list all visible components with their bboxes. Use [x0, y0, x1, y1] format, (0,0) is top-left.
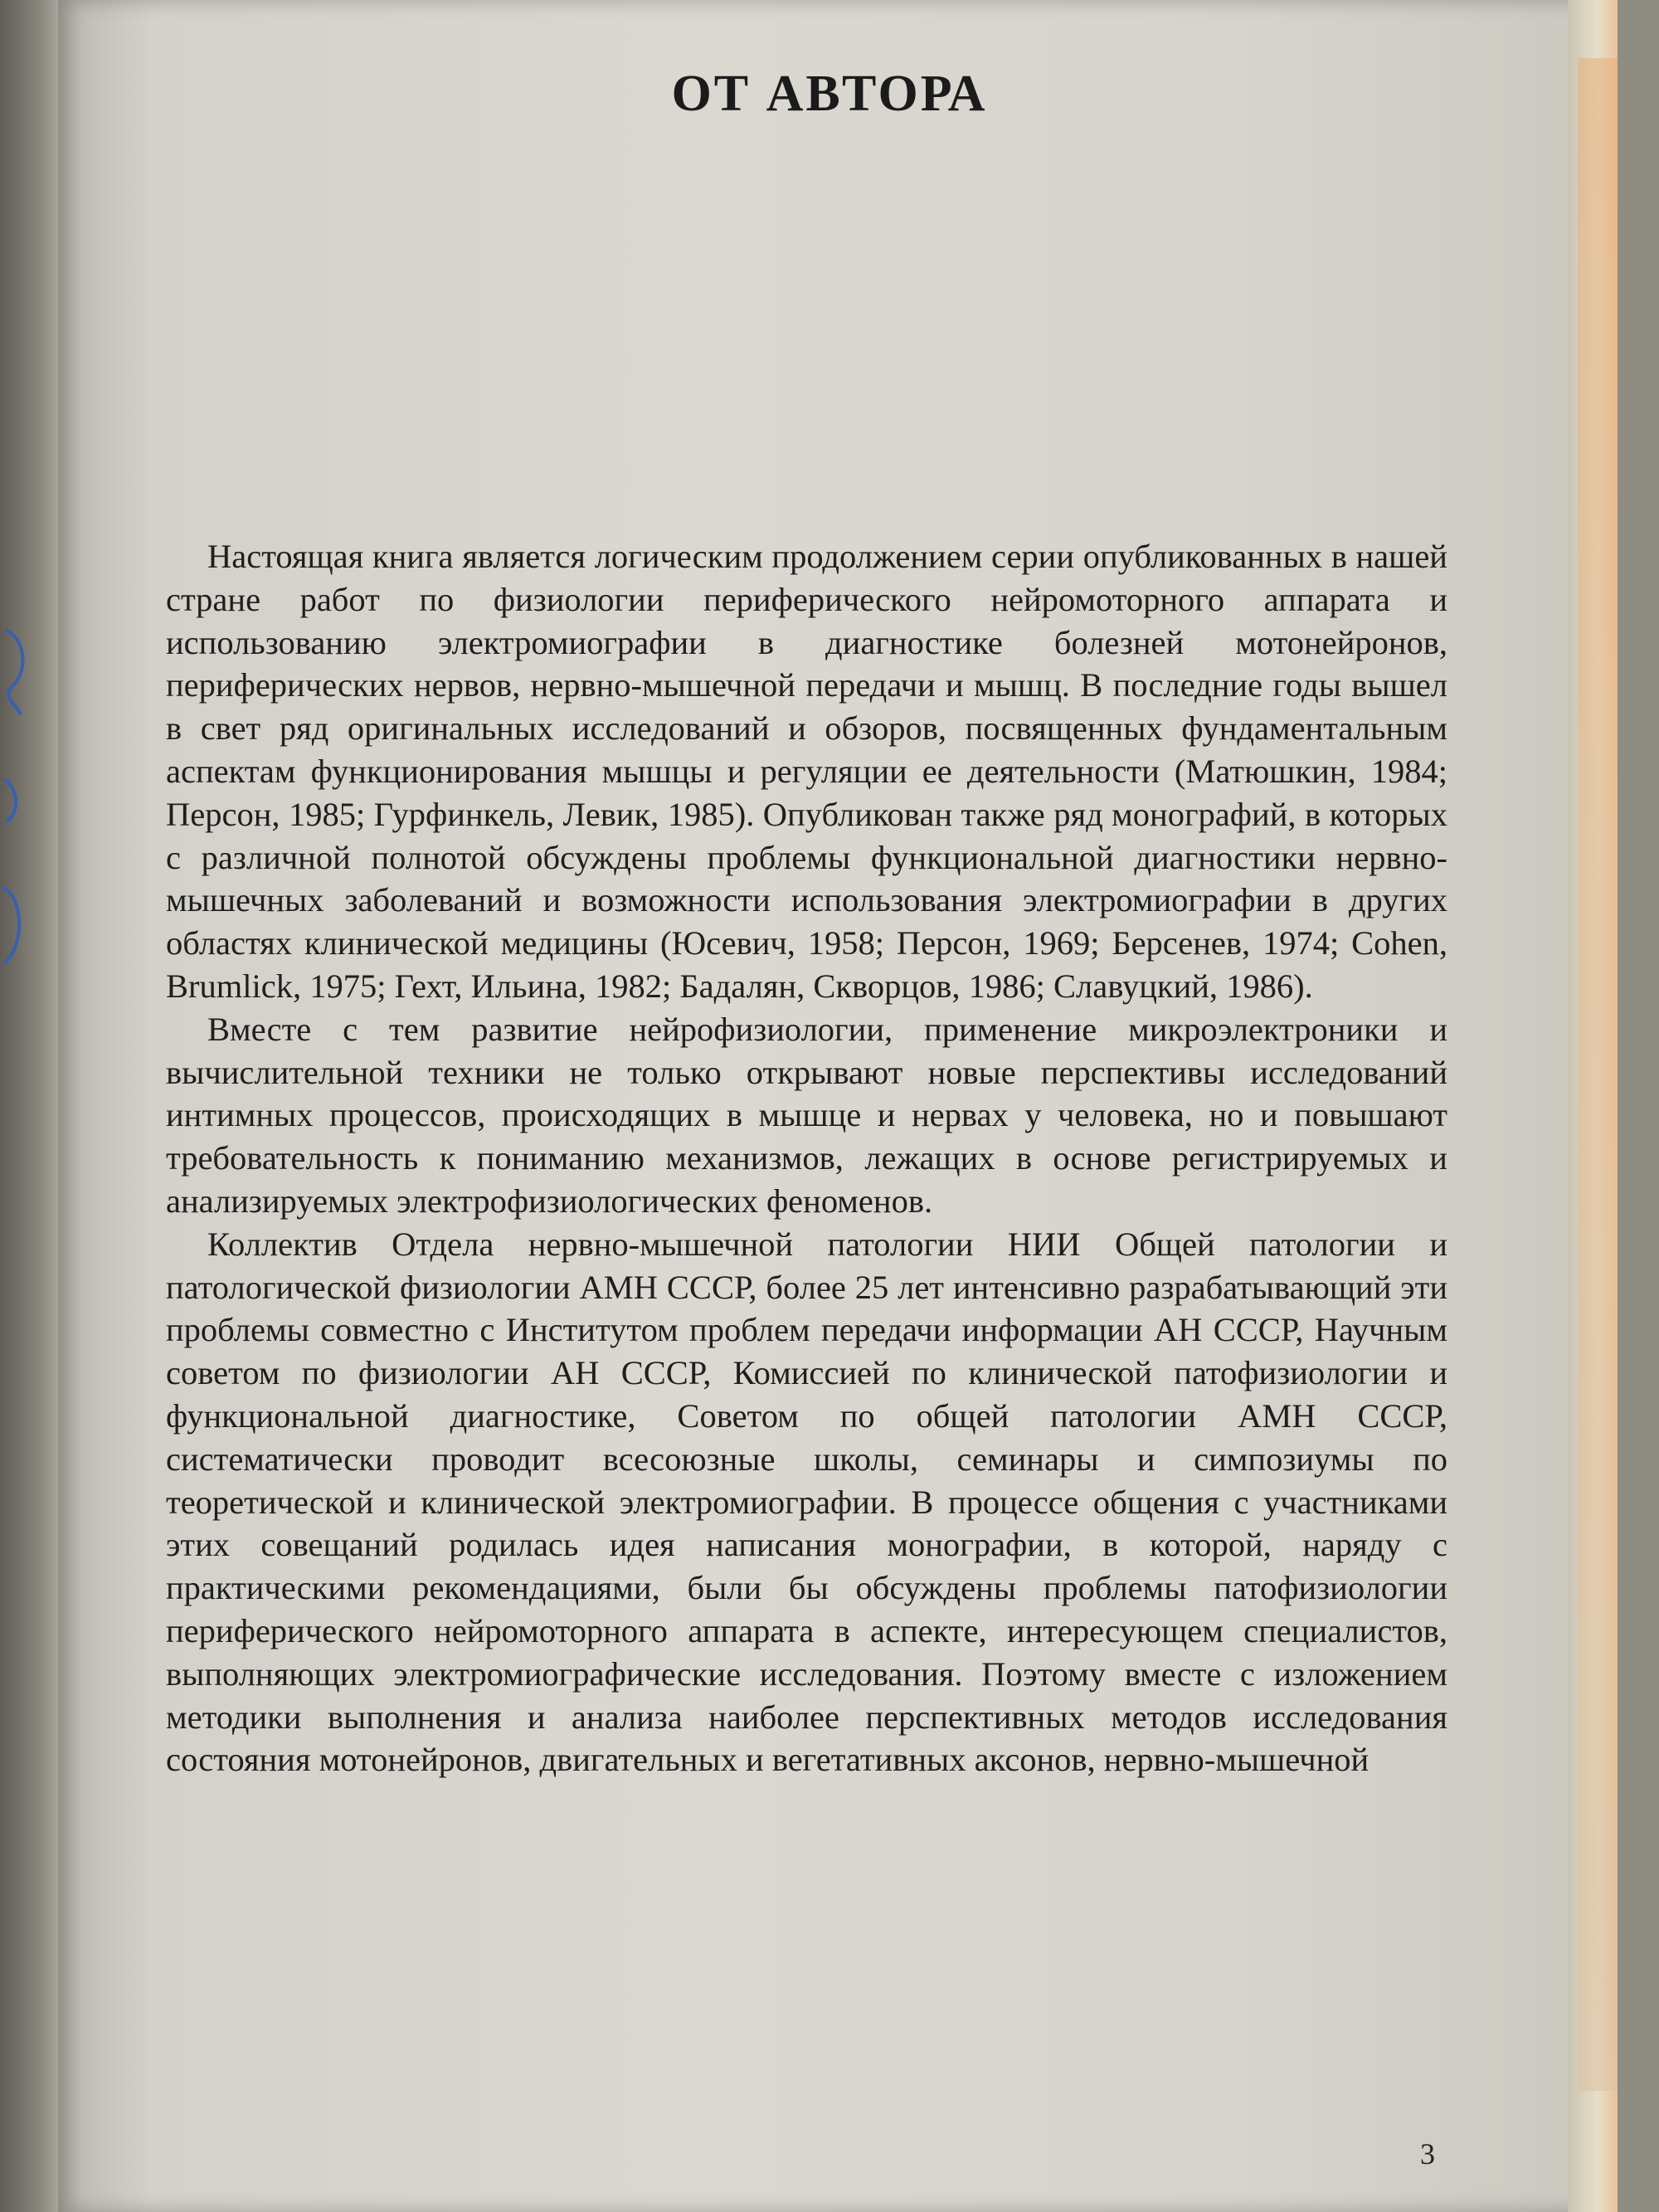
body-text: [166, 535, 1447, 1781]
bookmark-edge: [1578, 58, 1618, 2091]
paragraph-1: Настоящая книга является логическим продолжением серии опубликованных в нашей стране работ по физиологии периферического нейромоторного аппарата и использованию электромиографии в диагностике болезней мотонейронов, периферических нервов, нервно-мышечной передачи и мышц. В последние годы вышел в свет ряд оригинальных исследований и обзоров, посвященных фундаментальным аспектам функционирования мышцы и регуляции ее деятельности (Матюшкин, 1984; Персон, 1985; Гурфинкель, Левик, 1985). Опубликован также ряд монографий, в которых с различной полнотой обсуждены проблемы функциональной диагностики нервно-мышечных заболеваний и возможности использования электромиографии в других областях клинической медицины (Юсевич, 1958; Персон, 1969; Берсенев, 1974; Cohen, Brumlick, 1975; Гехт, Ильина, 1982; Бадалян, Скворцов, 1986; Славуцкий, 1986).: [166, 538, 1447, 1005]
page-number: 3: [1420, 2137, 1435, 2171]
chapter-heading: ОТ АВТОРА: [671, 66, 988, 122]
pen-scribble-mark: [0, 614, 58, 1012]
paragraph-2: Вместе с тем развитие нейрофизиологии, применение микроэлектроники и вычислительной техники не только открывают новые перспективы исследований интимных процессов, происходящих в мышце и нервах у человека, но и повышают требовательность к пониманию механизмов, лежащих в основе регистрируемых и анализируемых электрофизиологических феноменов.: [166, 1010, 1447, 1220]
paragraph-3: Коллектив Отдела нервно-мышечной патологии НИИ Общей патологии и патологической физиологии АМН СССР, более 25 лет интенсивно разрабатывающий эти проблемы совместно с Институтом проблем передачи информации АН СССР, Научным советом по физиологии АН СССР, Комиссией по клинической патофизиологии и функциональной диагностике, Советом по общей патологии АМН СССР, систематически проводит всесоюзные школы, семинары и симпозиумы по теоретической и клинической электромиографии. В процессе общения с участниками этих совещаний родилась идея написания монографии, в которой, наряду с практическими рекомендациями, были бы обсуждены проблемы патофизиологии периферического нейромоторного аппарата в аспекте, интересующем специалистов, выполняющих электромиографические исследования. Поэтому вместе с изложением методики выполнения и анализа наиболее перспективных методов исследования состояния мотонейронов, двигательных и вегетативных аксонов, нервно-мышечной: [166, 1225, 1447, 1779]
book-spine-shadow: [0, 0, 58, 2212]
